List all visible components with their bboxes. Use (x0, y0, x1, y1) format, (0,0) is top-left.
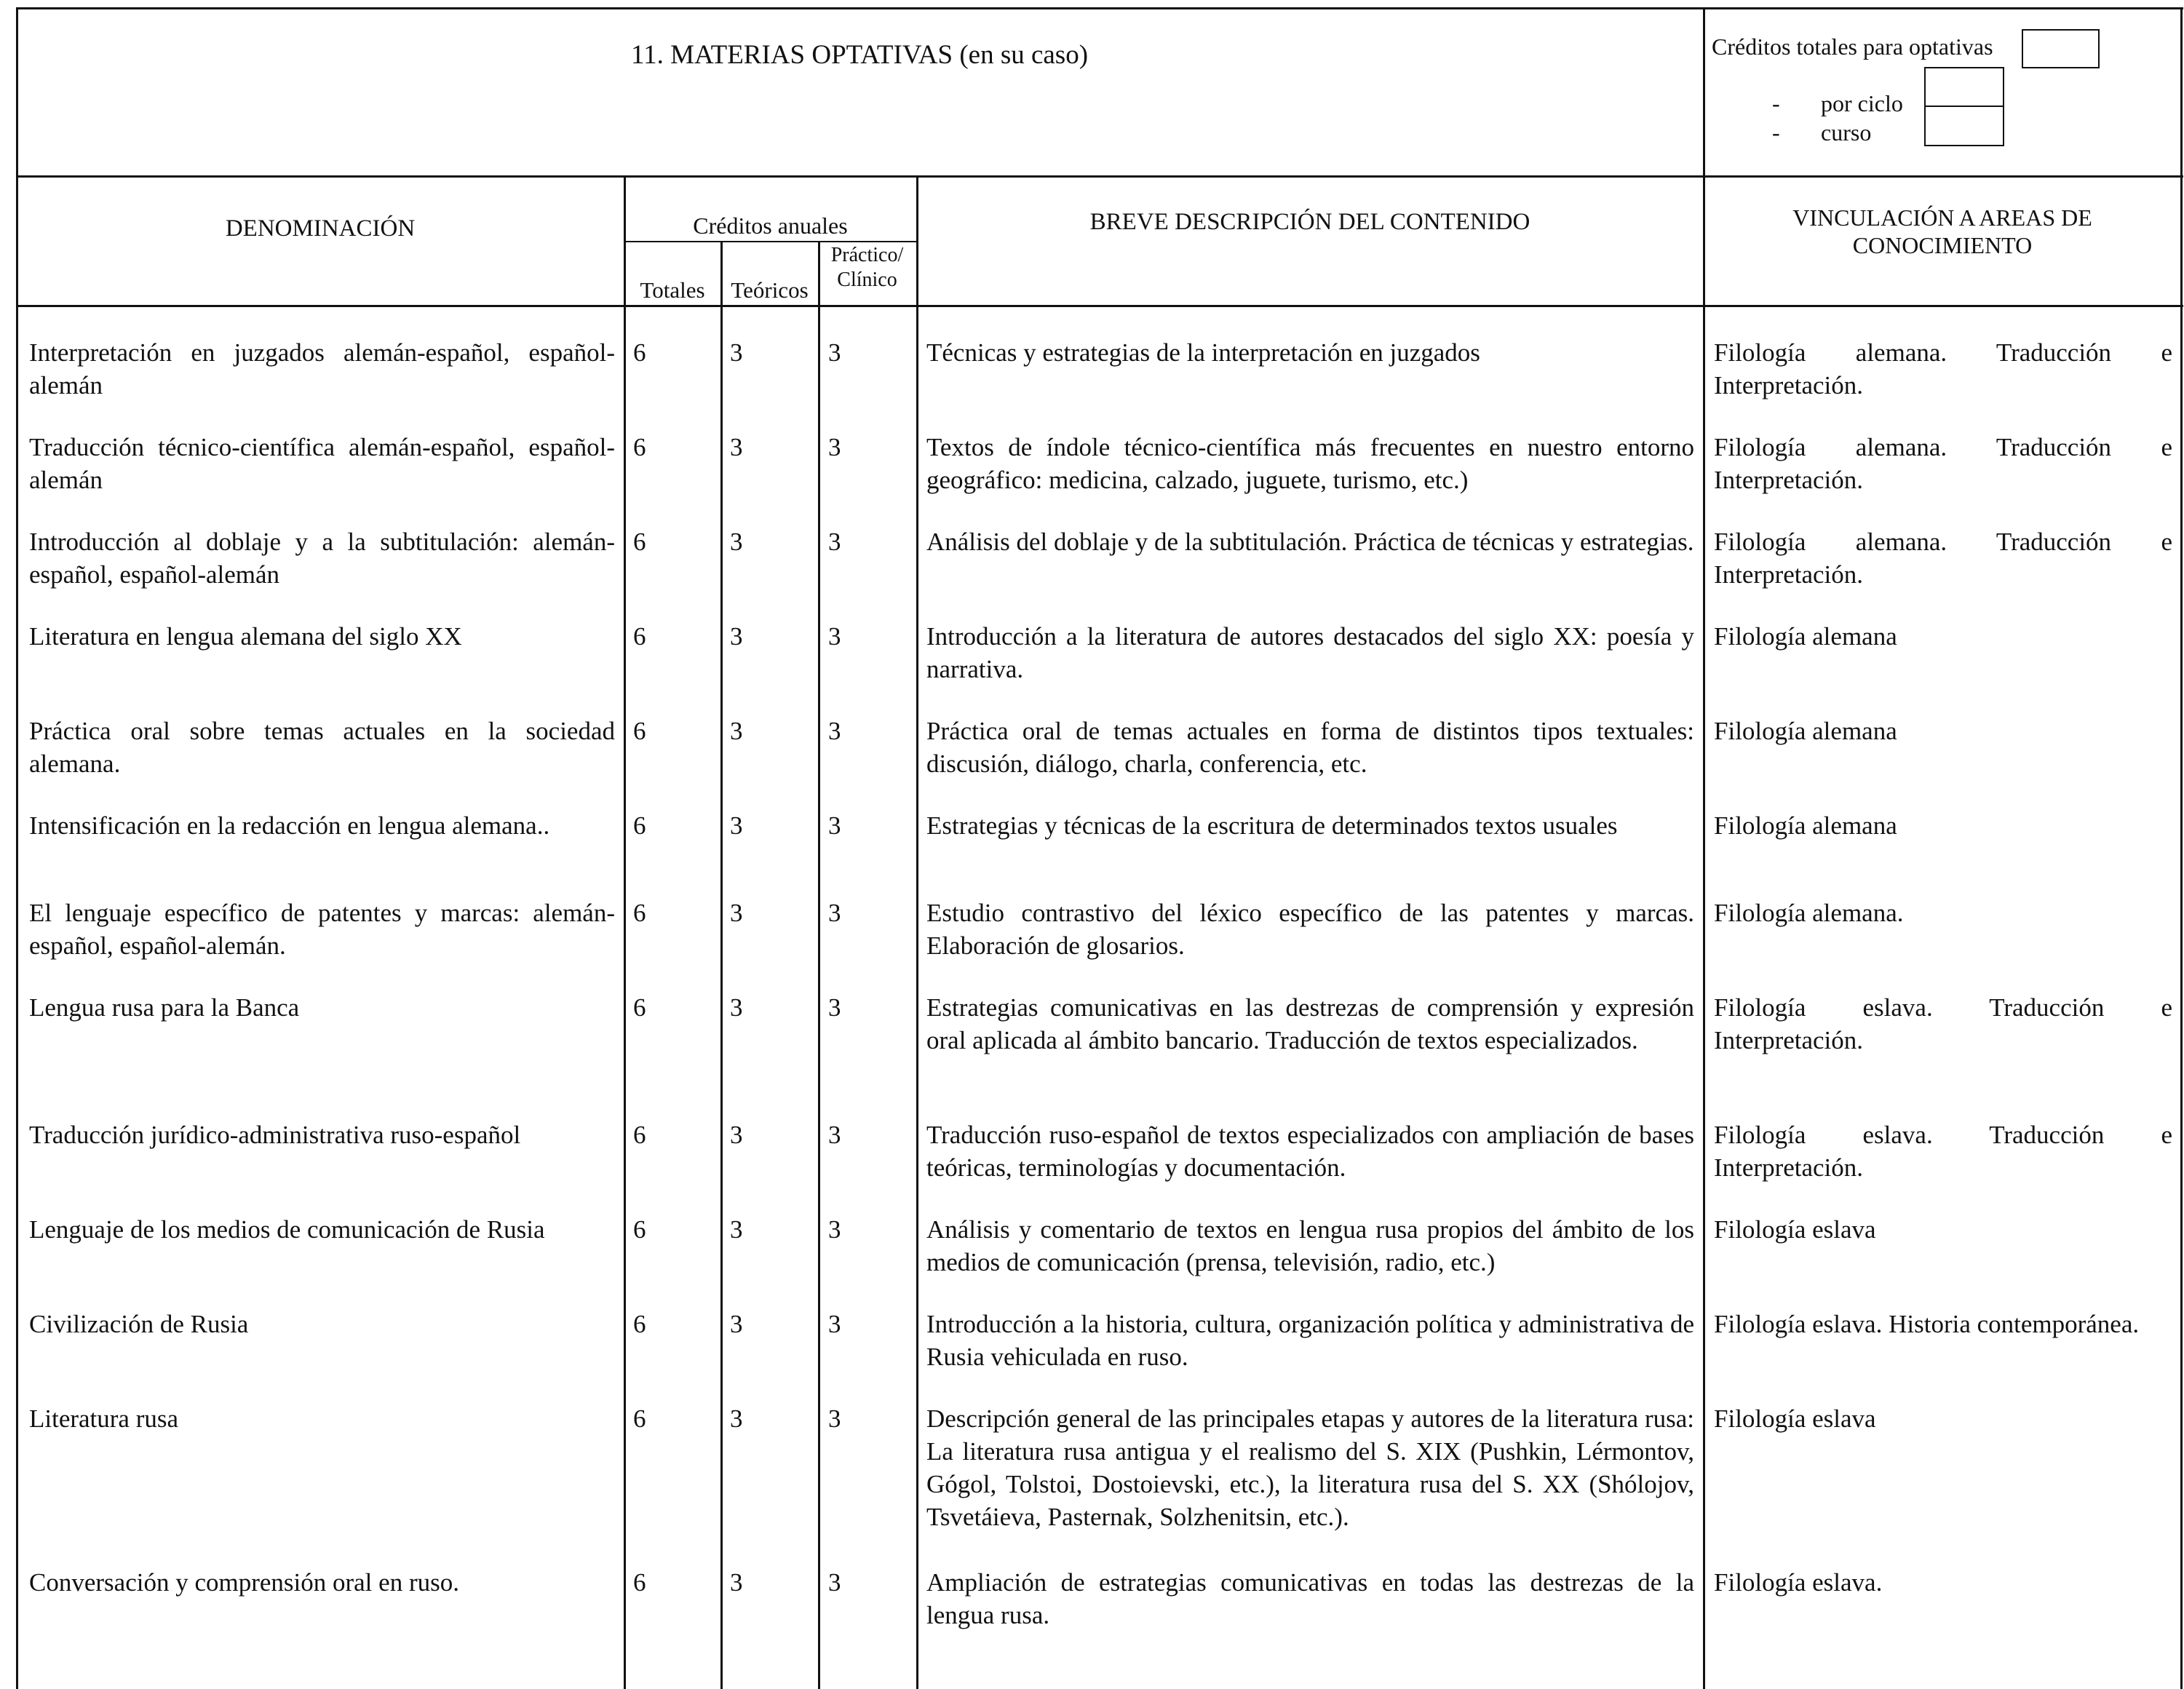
row-descripcion: Estrategias y técnicas de la escritura de determinados textos usuales (926, 811, 1618, 840)
per-cycle-dash: - (1772, 90, 1780, 116)
row-descripcion: Técnicas y estrategias de la interpretación en juzgados (926, 338, 1480, 367)
row-name: Traducción técnico-científica alemán-español, español-alemán (29, 433, 615, 494)
row-area: Filología alemana. (1714, 899, 1904, 927)
row-teoricos: 3 (730, 338, 743, 367)
row-descripcion: Descripción general de las principales etapas y autores de la literatura rusa: La literatura rusa antigua y el realismo del S. XIX (Pushkin, Lérmontov, Gógol, Tolstoi, Dostoievski, etc.), la literatura rusa del S. XX (Shólojov, Tsvetáieva, Pasternak, Solzhenitsin, etc.). (926, 1404, 1694, 1531)
row-name: Lengua rusa para la Banca (29, 993, 300, 1022)
row-practico: 3 (828, 899, 841, 927)
row-teoricos: 3 (730, 1310, 743, 1338)
row-area: Filología alemana. Traducción e Interpretación. (1714, 528, 2172, 589)
row-practico: 3 (828, 338, 841, 367)
row-name: Interpretación en juzgados alemán-español, español-alemán (29, 338, 615, 400)
frame-top (16, 7, 2183, 9)
row-totales: 6 (633, 622, 646, 651)
row-practico: 3 (828, 1310, 841, 1338)
col-practico-line2: Clínico (837, 269, 897, 291)
row-name: Lenguaje de los medios de comunicación de Rusia (29, 1215, 545, 1244)
row-teoricos: 3 (730, 528, 743, 556)
vline-credits-right-header (1703, 7, 1705, 1689)
row-descripcion: Introducción a la literatura de autores destacados del siglo XX: poesía y narrativa. (926, 622, 1694, 683)
row-teoricos: 3 (730, 717, 743, 745)
credits-total-label: Créditos totales para optativas (1712, 33, 1993, 60)
row-teoricos: 3 (730, 1568, 743, 1597)
row-practico: 3 (828, 1404, 841, 1433)
row-teoricos: 3 (730, 1215, 743, 1244)
row-area: Filología eslava. Historia contemporánea. (1714, 1310, 2140, 1338)
row-name: Traducción jurídico-administrativa ruso-español (29, 1121, 521, 1149)
col-vinculacion-line2: CONOCIMIENTO (1852, 232, 2033, 258)
row-name: Intensificación en la redacción en lengua alemana.. (29, 811, 550, 840)
row-teoricos: 3 (730, 1404, 743, 1433)
per-cycle-label: por ciclo (1821, 90, 1903, 116)
col-creditos: Créditos anuales (693, 212, 848, 239)
per-course-box[interactable] (1924, 106, 2004, 146)
row-teoricos: 3 (730, 899, 743, 927)
row-area: Filología eslava. (1714, 1568, 1883, 1597)
row-descripcion: Traducción ruso-español de textos especializados con ampliación de bases teóricas, terminologías y documentación. (926, 1121, 1694, 1182)
row-descripcion: Práctica oral de temas actuales en forma de distintos tipos textuales: discusión, diálogo, charla, conferencia, etc. (926, 717, 1694, 778)
row-descripcion: Estudio contrastivo del léxico específico de las patentes y marcas. Elaboración de glosarios. (926, 899, 1694, 960)
row-totales: 6 (633, 528, 646, 556)
row-totales: 6 (633, 1404, 646, 1433)
row-descripcion: Análisis y comentario de textos en lengua rusa propios del ámbito de los medios de comunicación (prensa, televisión, radio, etc.) (926, 1215, 1694, 1276)
row-totales: 6 (633, 1215, 646, 1244)
columns-divider (16, 305, 2183, 307)
row-practico: 3 (828, 622, 841, 651)
col-practico-line1: Práctico/ (830, 244, 904, 266)
frame-left (16, 7, 18, 1689)
section-title: 11. MATERIAS OPTATIVAS (en su caso) (630, 40, 1089, 70)
per-course-label: curso (1821, 119, 1872, 146)
row-name: Civilización de Rusia (29, 1310, 249, 1338)
per-cycle-box[interactable] (1924, 67, 2004, 108)
row-teoricos: 3 (730, 993, 743, 1022)
vline-totales (720, 242, 723, 1689)
row-totales: 6 (633, 338, 646, 367)
row-teoricos: 3 (730, 622, 743, 651)
frame-right (2180, 7, 2183, 1689)
row-area: Filología eslava (1714, 1404, 1876, 1433)
row-name: Conversación y comprensión oral en ruso. (29, 1568, 459, 1597)
row-totales: 6 (633, 1121, 646, 1149)
col-denominacion: DENOMINACIÓN (225, 215, 416, 242)
row-totales: 6 (633, 993, 646, 1022)
row-name: Práctica oral sobre temas actuales en la sociedad alemana. (29, 717, 615, 778)
row-descripcion: Análisis del doblaje y de la subtitulación. Práctica de técnicas y estrategias. (926, 528, 1694, 556)
vline-denominacion (624, 175, 626, 1689)
row-totales: 6 (633, 1568, 646, 1597)
row-area: Filología alemana (1714, 622, 1897, 651)
row-area: Filología eslava. Traducción e Interpretación. (1714, 993, 2172, 1054)
row-area: Filología alemana. Traducción e Interpretación. (1714, 338, 2172, 400)
row-practico: 3 (828, 528, 841, 556)
row-totales: 6 (633, 899, 646, 927)
row-area: Filología alemana. Traducción e Interpretación. (1714, 433, 2172, 494)
row-practico: 3 (828, 1568, 841, 1597)
row-practico: 3 (828, 1121, 841, 1149)
per-course-dash: - (1772, 119, 1780, 146)
row-descripcion: Ampliación de estrategias comunicativas en todas las destrezas de la lengua rusa. (926, 1568, 1694, 1629)
col-descripcion: BREVE DESCRIPCIÓN DEL CONTENIDO (1089, 209, 1530, 235)
row-name: El lenguaje específico de patentes y marcas: alemán-español, español-alemán. (29, 899, 615, 960)
row-area: Filología eslava (1714, 1215, 1876, 1244)
row-name: Introducción al doblaje y a la subtitulación: alemán-español, español-alemán (29, 528, 615, 589)
header-divider (16, 175, 2183, 178)
vline-teoricos (818, 242, 820, 1689)
col-vinculacion-line1: VINCULACIÓN A AREAS DE (1792, 204, 2092, 231)
row-practico: 3 (828, 1215, 841, 1244)
row-practico: 3 (828, 993, 841, 1022)
row-name: Literatura rusa (29, 1404, 179, 1433)
row-teoricos: 3 (730, 811, 743, 840)
row-descripcion: Estrategias comunicativas en las destrezas de comprensión y expresión oral aplicada al ámbito bancario. Traducción de textos especializados. (926, 993, 1694, 1054)
row-area: Filología alemana (1714, 717, 1897, 745)
row-practico: 3 (828, 433, 841, 461)
row-practico: 3 (828, 811, 841, 840)
row-teoricos: 3 (730, 433, 743, 461)
credits-total-box[interactable] (2022, 29, 2100, 68)
row-descripcion: Textos de índole técnico-científica más frecuentes en nuestro entorno geográfico: medicina, calzado, juguete, turismo, etc.) (926, 433, 1694, 494)
vline-creditos (916, 175, 918, 1689)
row-totales: 6 (633, 717, 646, 745)
row-name: Literatura en lengua alemana del siglo XX (29, 622, 462, 651)
row-area: Filología eslava. Traducción e Interpretación. (1714, 1121, 2172, 1182)
row-totales: 6 (633, 1310, 646, 1338)
col-teoricos: Teóricos (731, 277, 809, 303)
row-descripcion: Introducción a la historia, cultura, organización política y administrativa de Rusia vehiculada en ruso. (926, 1310, 1694, 1371)
row-practico: 3 (828, 717, 841, 745)
col-totales: Totales (640, 277, 705, 303)
row-area: Filología alemana (1714, 811, 1897, 840)
row-teoricos: 3 (730, 1121, 743, 1149)
row-totales: 6 (633, 433, 646, 461)
row-totales: 6 (633, 811, 646, 840)
